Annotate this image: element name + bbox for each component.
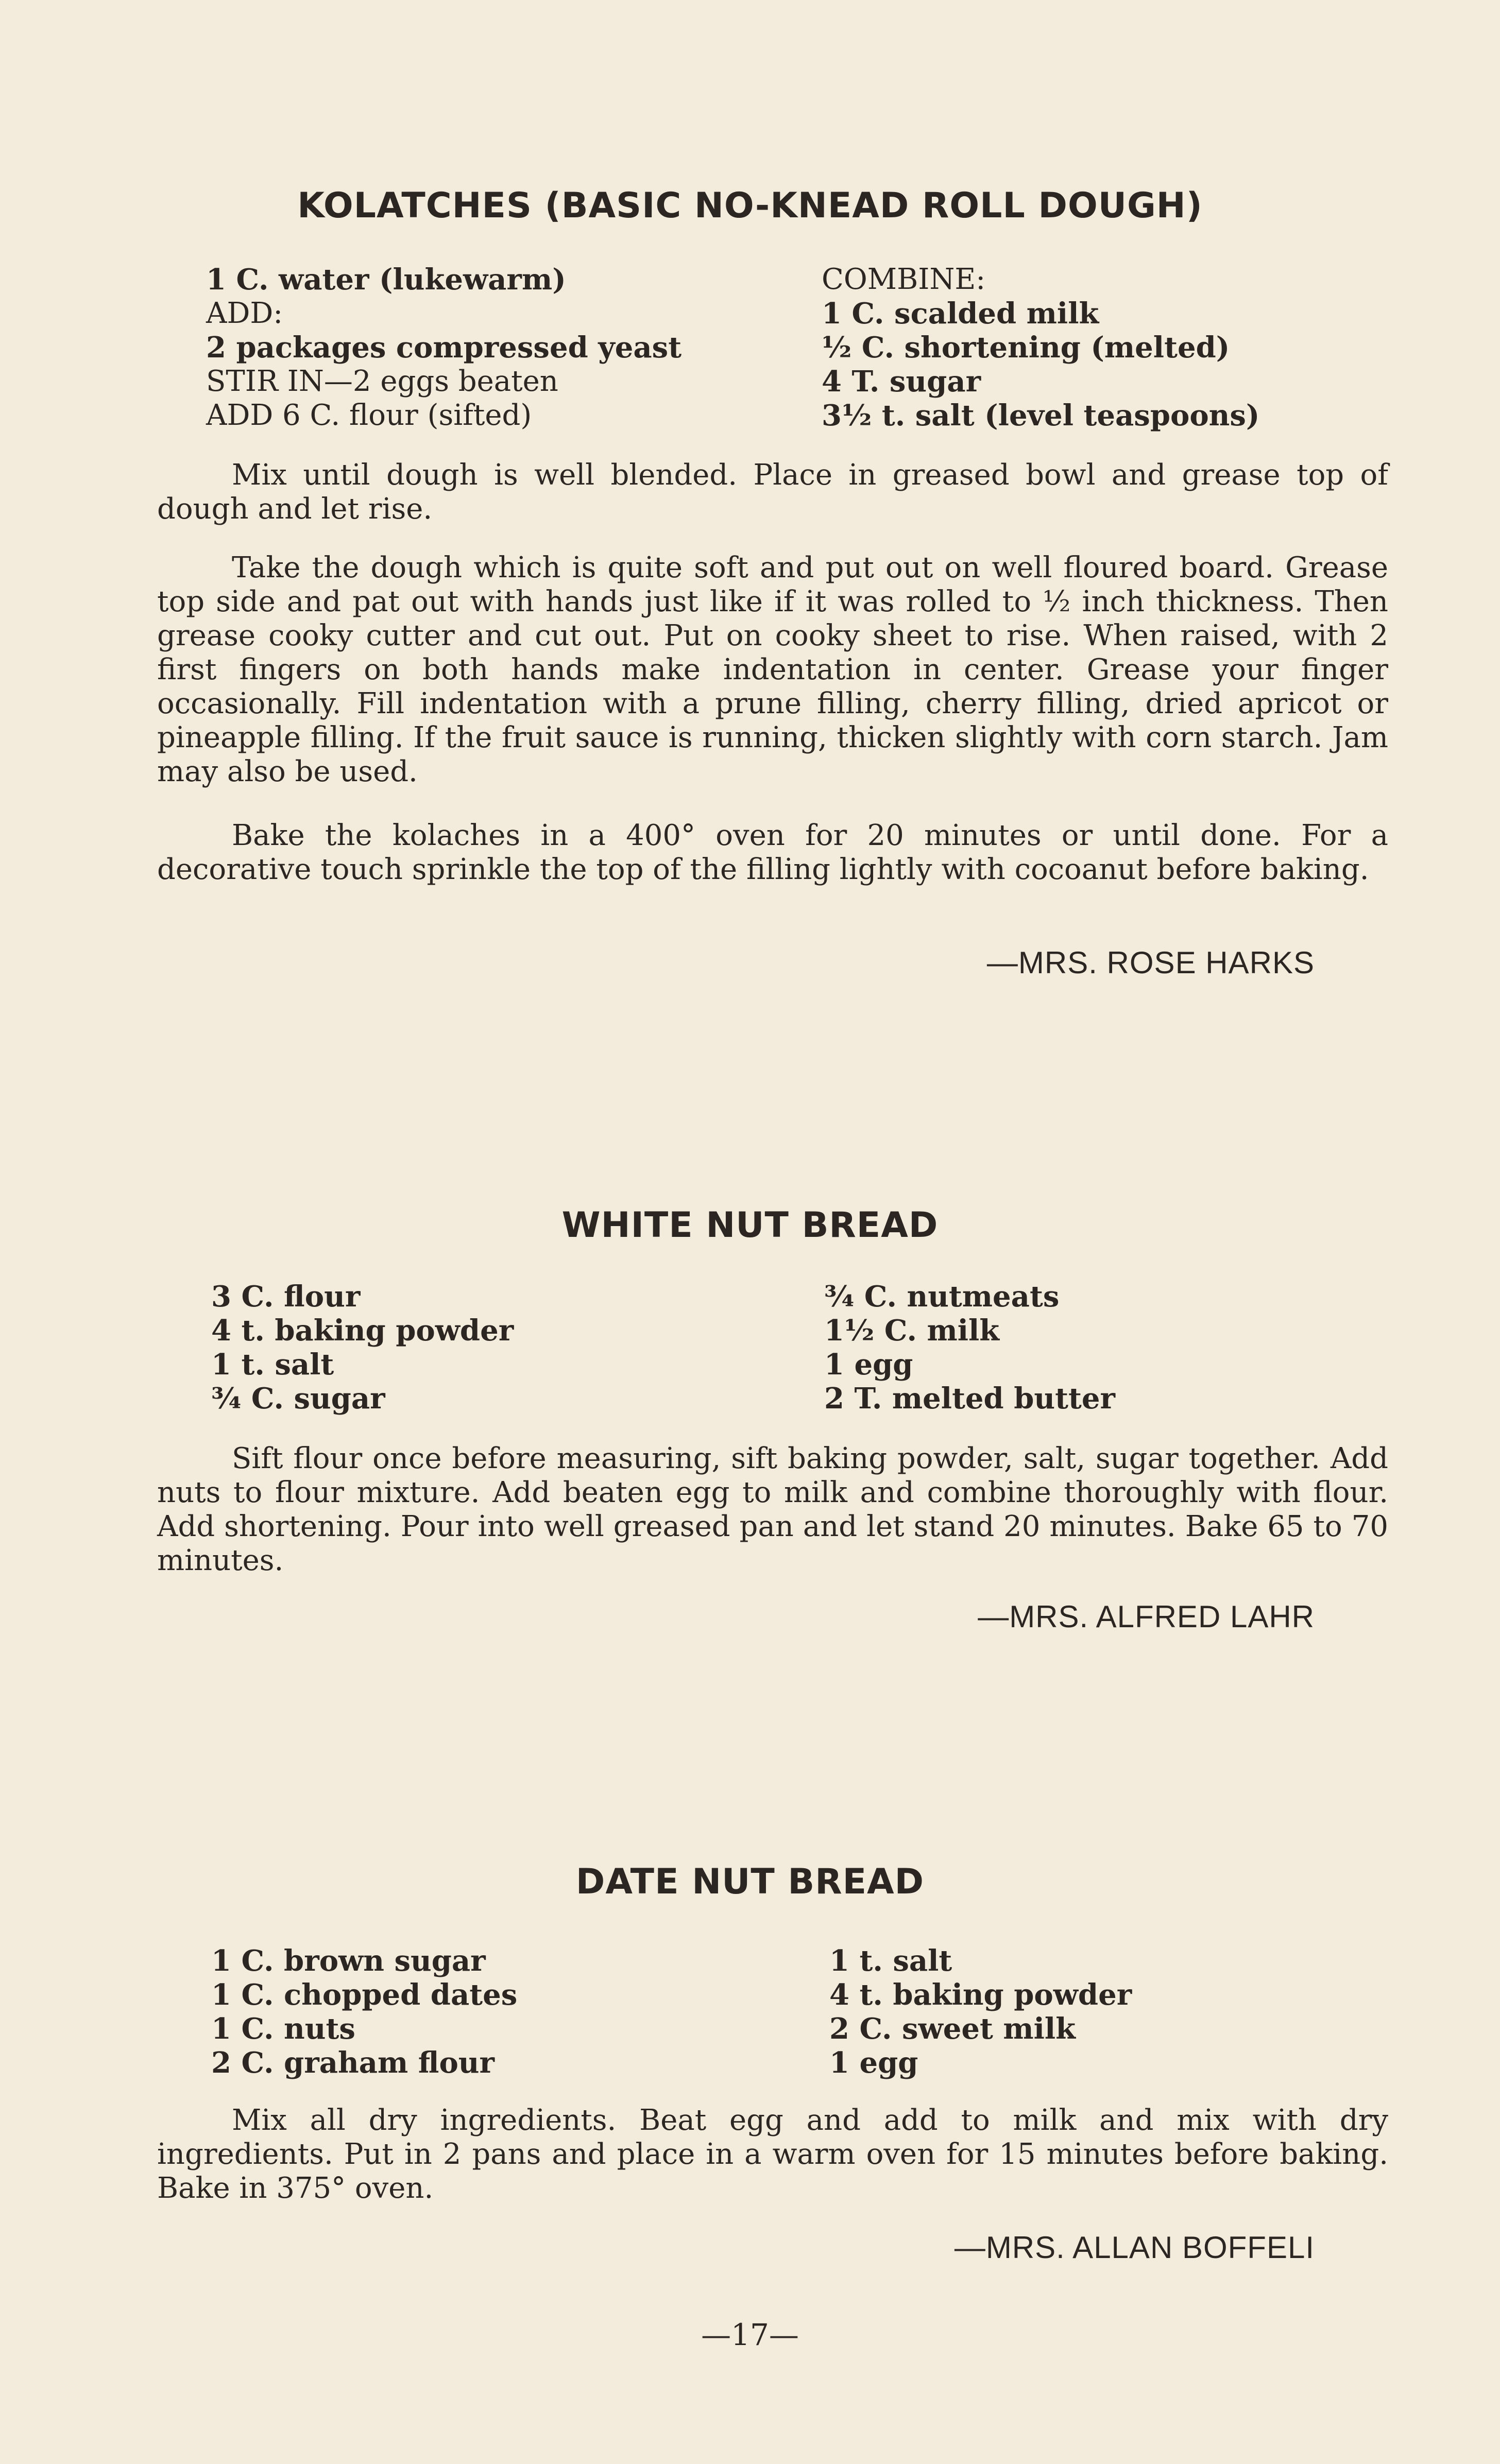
page-number: —17— bbox=[701, 2317, 799, 2352]
ingredient-line: 4 T. sugar bbox=[822, 365, 981, 399]
recipe-author: —MRS. ALFRED LAHR bbox=[978, 1599, 1315, 1634]
ingredient-line: STIR IN—2 eggs beaten bbox=[206, 365, 558, 398]
recipe-title: KOLATCHES (BASIC NO-KNEAD ROLL DOUGH) bbox=[297, 185, 1203, 226]
ingredient-line: 3 C. flour bbox=[211, 1280, 361, 1314]
ingredient-line: 1 C. chopped dates bbox=[211, 1978, 518, 2012]
ingredient-list-left bbox=[211, 1944, 517, 2080]
recipe-author: —MRS. ROSE HARKS bbox=[986, 945, 1315, 980]
ingredient-line: 1 t. salt bbox=[211, 1348, 334, 1382]
ingredient-line: 3½ t. salt (level teaspoons) bbox=[822, 399, 1260, 433]
ingredient-list-right bbox=[824, 1280, 1115, 1416]
recipe-title: DATE NUT BREAD bbox=[575, 1862, 925, 1902]
ingredient-line: ¾ C. nutmeats bbox=[824, 1280, 1060, 1314]
ingredient-line: ADD 6 C. flour (sifted) bbox=[206, 399, 532, 432]
recipe-author: —MRS. ALLAN BOFFELI bbox=[954, 2230, 1315, 2265]
ingredient-line: 1 C. brown sugar bbox=[211, 1944, 486, 1978]
ingredient-line: ADD: bbox=[206, 297, 283, 330]
recipe-title: WHITE NUT BREAD bbox=[561, 1205, 939, 1246]
instruction-paragraph: Take the dough which is quite soft and put out on well floured board. Grease top side and pat out with hands just like if it was rolled to ½ inch thickness. Then grease cooky cutter and cut out. Put on cooky sheet to rise. When raised, with 2 first fingers on both hands make indentation in center. Grease your finger occasionally. Fill indentation with a prune filling, cherry filling, dried apricot or pineapple filling. If the fruit sauce is running, thicken slightly with corn starch. Jam may also be used. bbox=[157, 551, 1388, 788]
ingredient-line: ½ C. shortening (melted) bbox=[822, 331, 1230, 365]
instruction-paragraph: Mix all dry ingredients. Beat egg and add to milk and mix with dry ingredients. Put in 2 pans and place in a warm oven for 15 minutes before baking. Bake in 375° oven. bbox=[157, 2104, 1388, 2205]
ingredient-line: 1 t. salt bbox=[829, 1944, 952, 1978]
ingredient-list-right bbox=[829, 1944, 1132, 2080]
ingredient-line: COMBINE: bbox=[822, 263, 986, 296]
ingredient-line: 2 T. melted butter bbox=[824, 1382, 1115, 1416]
ingredient-line: 1 C. nuts bbox=[211, 2012, 355, 2046]
ingredient-line: 1½ C. milk bbox=[824, 1314, 1000, 1348]
ingredient-list-right bbox=[822, 263, 1259, 433]
ingredient-line: 1 C. water (lukewarm) bbox=[206, 263, 566, 297]
ingredient-line: 2 packages compressed yeast bbox=[206, 331, 682, 365]
instruction-paragraph: Mix until dough is well blended. Place in greased bowl and grease top of dough and let rise. bbox=[157, 458, 1388, 526]
ingredient-line: 1 egg bbox=[824, 1348, 913, 1382]
ingredient-line: 2 C. sweet milk bbox=[829, 2012, 1076, 2046]
ingredient-line: 1 egg bbox=[829, 2046, 918, 2080]
ingredient-line: ¾ C. sugar bbox=[211, 1382, 385, 1416]
ingredient-line: 4 t. baking powder bbox=[829, 1978, 1132, 2012]
ingredient-line: 4 t. baking powder bbox=[211, 1314, 514, 1348]
instruction-paragraph: Sift flour once before measuring, sift baking powder, salt, sugar together. Add nuts to flour mixture. Add beaten egg to milk and combine thoroughly with flour. Add shortening. Pour into well greased pan and let stand 20 minutes. Bake 65 to 70 minutes. bbox=[157, 1442, 1388, 1577]
ingredient-list-left bbox=[206, 263, 681, 433]
ingredient-line: 2 C. graham flour bbox=[211, 2046, 495, 2080]
instruction-paragraph: Bake the kolaches in a 400° oven for 20 minutes or until done. For a decorative touch sprinkle the top of the filling lightly with cocoanut before baking. bbox=[157, 819, 1388, 886]
ingredient-list-left bbox=[211, 1280, 514, 1416]
ingredient-line: 1 C. scalded milk bbox=[822, 297, 1099, 331]
